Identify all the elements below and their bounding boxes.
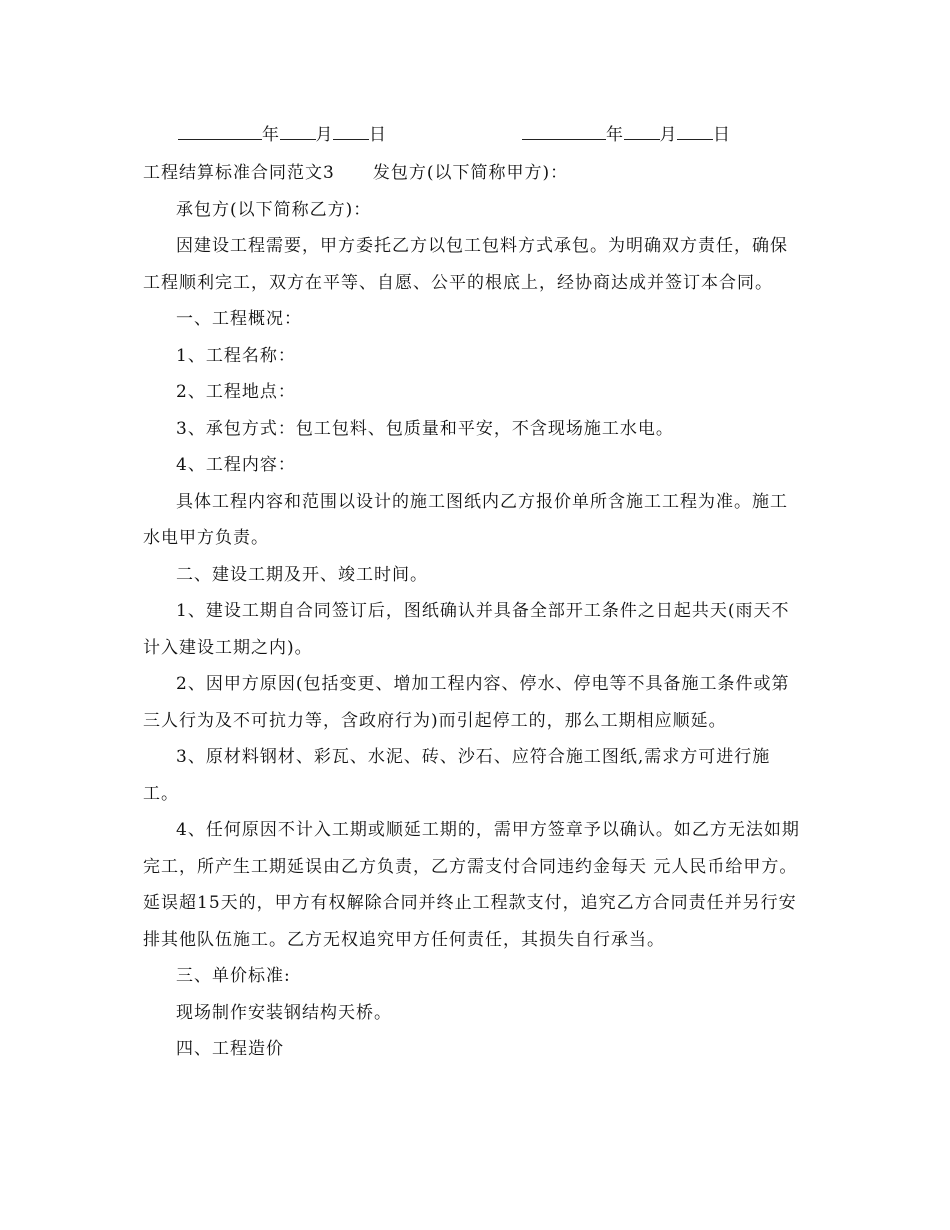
date-line-right: [522, 120, 731, 145]
section-1-heading: 一、工程概况：: [176, 309, 302, 329]
party-a-label: 发包方(以下简称甲方)：: [372, 163, 569, 183]
title-row: [143, 155, 803, 192]
document-title: 工程结算标准合同范文3: [143, 163, 335, 183]
project-content-item: 4、工程内容：: [176, 455, 296, 475]
month-label: 月: [659, 125, 677, 145]
year-label: 年: [606, 125, 624, 145]
year-blank: [178, 123, 262, 140]
project-name-item: 1、工程名称：: [176, 345, 296, 366]
day-blank: [677, 123, 713, 140]
section-4-heading: 四、工程造价: [176, 1039, 284, 1059]
project-content-paragraph: 具体工程内容和范围以设计的施工图纸内乙方报价单所含施工工程为准。施工水电甲方负责。: [143, 491, 788, 548]
month-blank: [624, 123, 660, 140]
month-label: 月: [315, 125, 333, 145]
year-blank: [522, 123, 606, 140]
section-3-heading: 三、单价标准:: [176, 966, 291, 986]
document-body: [143, 155, 803, 1068]
day-blank: [333, 123, 369, 140]
intro-paragraph: 因建设工程需要，甲方委托乙方以包工包料方式承包。为明确双方责任，确保工程顺利完工，双方在平等、自愿、公平的根底上，经协商达成并签订本合同。: [143, 236, 788, 293]
date-line-left: [178, 120, 387, 145]
month-blank: [280, 123, 316, 140]
duration-item-4: 4、任何原因不计入工期或顺延工期的，需甲方签章予以确认。如乙方无法如期完工，所产生工期延误由乙方负责，乙方需支付合同违约金每天 元人民币给甲方。延误超15天的，甲方有权解除合同并终止工程款支付，追究乙方合同责任并另行安排其他队伍施工。乙方无权追究甲方任何责任，其损失自行承当。: [143, 820, 800, 950]
section-2-heading: 二、建设工期及开、竣工时间。: [176, 564, 428, 585]
unit-price-paragraph: 现场制作安装钢结构天桥。: [176, 1002, 392, 1023]
project-location-item: 2、工程地点：: [176, 382, 296, 402]
day-label: 日: [713, 125, 731, 145]
party-b-label: 承包方(以下简称乙方)：: [176, 199, 372, 220]
contract-method-item: 3、承包方式：包工包料、包质量和平安，不含现场施工水电。: [176, 418, 674, 439]
duration-item-2: 2、因甲方原因(包括变更、增加工程内容、停水、停电等不具备施工条件或第三人行为及不可抗力等，含政府行为)而引起停工的，那么工期相应顺延。: [143, 674, 790, 731]
duration-item-3: 3、原材料钢材、彩瓦、水泥、砖、沙石、应符合施工图纸,需求方可进行施工。: [143, 747, 771, 804]
duration-item-1: 1、建设工期自合同签订后，图纸确认并具备全部开工条件之日起共天(雨天不计入建设工期之内)。: [143, 601, 790, 658]
year-label: 年: [262, 125, 280, 145]
day-label: 日: [369, 125, 387, 145]
